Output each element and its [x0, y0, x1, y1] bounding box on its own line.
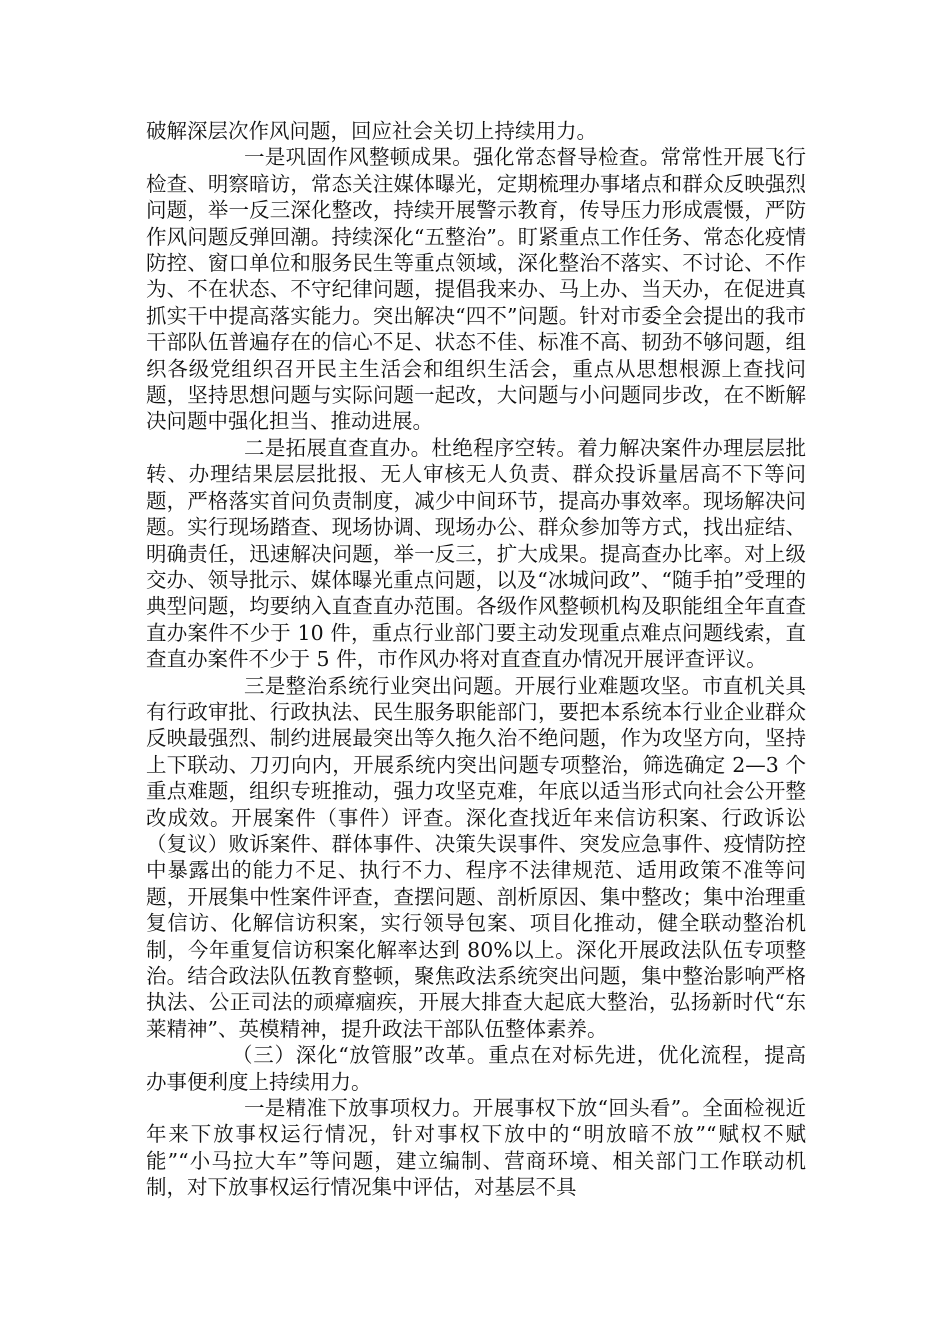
paragraph-continuation: 破解深层次作风问题，回应社会关切上持续用力。	[146, 119, 597, 143]
paragraph-consolidate-results: 一是巩固作风整顿成果。强化常态督导检查。常常性开展飞行检查、明察暗访，常态关注媒体曝光，定期梳理办事堵点和群众反映强烈问题，举一反三深化整改，持续开展警示教育，传导压力形成震慑，严防作风问题反弹回潮。持续深化“五整治”。盯紧重点工作任务、常态化疫情防控、窗口单位和服务民生等重点领域，深化整治不落实、不讨论、不作为、不在状态、不守纪律问题，提倡我来办、马上办、当天办，在促进真抓实干中提高落实能力。突出解决“四不”问题。针对市委全会提出的我市干部队伍普遍存在的信心不足、状态不佳、标准不高、韧劲不够问题，组织各级党组织召开民主生活会和组织生活会，重点从思想根源上查找问题，坚持思想问题与实际问题一起改，大问题与小问题同步改，在不断解决问题中强化担当、推动进展。	[146, 145, 806, 434]
paragraph-industry-issues: 三是整治系统行业突出问题。开展行业难题攻坚。市直机关具有行政审批、行政执法、民生服务职能部门，要把本系统本行业企业群众反映最强烈、制约进展最突出等久拖久治不绝问题，作为攻坚方向，坚持上下联动、刀刃向内，开展系统内突出问题专项整治，筛选确定 2—3 个重点难题，组织专班推动，强力攻坚克难，年底以适当形式向社会公开整改成效。开展案件（事件）评查。深化查找近年来信访积案、行政诉讼（复议）败诉案件、群体事件、决策失误事件、突发应急事件、疫情防控中暴露出的能力不足、执行不力、程序不法律规范、适用政策不准等问题，开展集中性案件评查，查摆问题、剖析原因、集中整改；集中治理重复信访、化解信访积案，实行领导包案、项目化推动，健全联动整治机制，今年重复信访积案化解率达到 80%以上。深化开展政法队伍专项整治。结合政法队伍教育整顿，聚焦政法系统突出问题，集中整治影响严格执法、公正司法的顽瘴痼疾，开展大排查大起底大整治，弘扬新时代“东莱精神”、英模精神，提升政法干部队伍整体素养。	[146, 673, 806, 1041]
paragraph-direct-investigation: 二是拓展直查直办。杜绝程序空转。着力解决案件办理层层批转、办理结果层层批报、无人审核无人负责、群众投诉量居高不下等问题，严格落实首问负责制度，减少中间环节，提高办事效率。现场解决问题。实行现场踏查、现场协调、现场办公、群众参加等方式，找出症结、明确责任，迅速解决问题，举一反三，扩大成果。提高查办比率。对上级交办、领导批示、媒体曝光重点问题，以及“冰城问政”、“随手拍”受理的典型问题，均要纳入直查直办范围。各级作风整顿机构及职能组全年直查直办案件不少于 10 件，重点行业部门要主动发现重点难点问题线索，直查直办案件不少于 5 件，市作风办将对直查直办情况开展评查评议。	[146, 435, 806, 672]
paragraph-delegate-powers: 一是精准下放事项权力。开展事权下放“回头看”。全面检视近年来下放事权运行情况，针对事权下放中的“明放暗不放”“赋权不赋能”“小马拉大车”等问题，建立编制、营商环境、相关部门工作联动机制，对下放事权运行情况集中评估，对基层不具	[146, 1096, 806, 1200]
document-body	[146, 118, 806, 1201]
section-heading-reform: （三）深化“放管服”改革。重点在对标先进，优化流程，提高办事便利度上持续用力。	[146, 1043, 806, 1094]
